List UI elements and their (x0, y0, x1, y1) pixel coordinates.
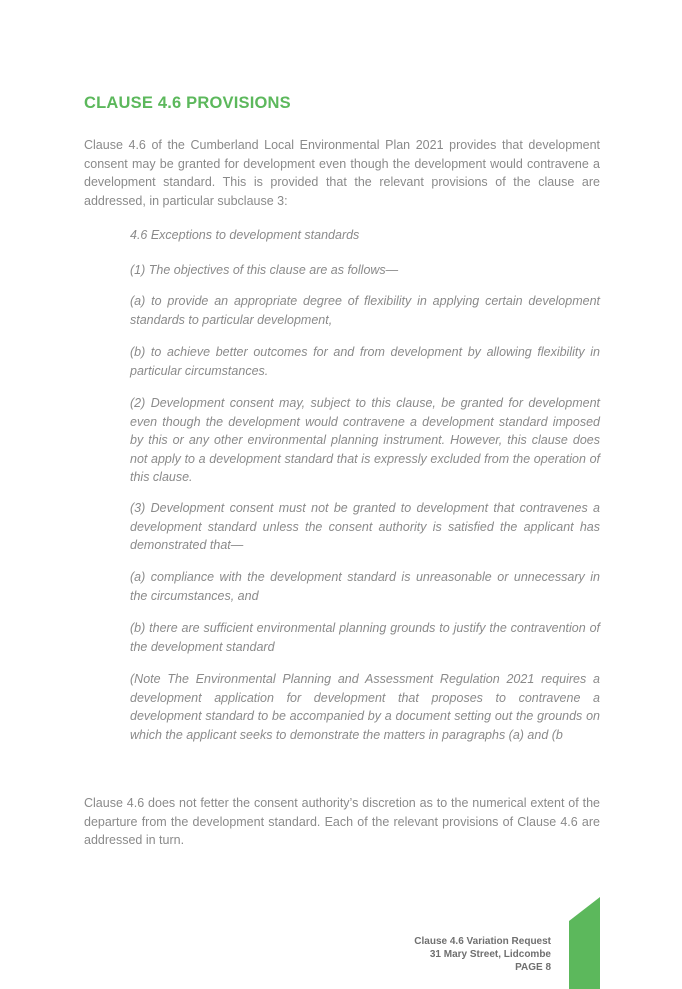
footer-document-title: Clause 4.6 Variation Request (414, 936, 551, 947)
green-corner-tab (569, 897, 600, 989)
quote-subclause-2: (2) Development consent may, subject to this clause, be granted for development even though the development would contravene a development standard imposed by this or any other environmental planning instrument. However, this clause does not apply to a development standard that is expressly excluded from the operation of this clause. (130, 396, 600, 485)
closing-paragraph: Clause 4.6 does not fetter the consent authority’s discretion as to the numerical extent of the departure from the development standard. Each of the relevant provisions of Clause 4.6 are addressed in turn. (84, 796, 600, 848)
page-footer (414, 935, 551, 974)
quote-title: 4.6 Exceptions to development standards (130, 228, 360, 242)
footer-address: 31 Mary Street, Lidcombe (429, 949, 551, 960)
quote-note: (Note The Environmental Planning and Assessment Regulation 2021 requires a development application for development that proposes to contravene a development standard to be accompanied by a document setting out the grounds on which the applicant seeks to demonstrate the matters in paragraphs (a) and (b (130, 672, 600, 742)
quote-subclause-1b: (b) to achieve better outcomes for and from development by allowing flexibility in particular circumstances. (130, 345, 600, 378)
footer-page-number: PAGE 8 (515, 962, 551, 973)
green-corner-tab-shape (569, 897, 600, 989)
quote-subclause-3b: (b) there are sufficient environmental planning grounds to justify the contravention of the development standard (130, 621, 600, 654)
quote-subclause-1a: (a) to provide an appropriate degree of flexibility in applying certain development standards to particular development, (130, 294, 600, 327)
intro-paragraph: Clause 4.6 of the Cumberland Local Environmental Plan 2021 provides that development consent may be granted for development even though the development would contravene a development standard. This is provided that the relevant provisions of the clause are addressed, in particular subclause 3: (84, 138, 600, 208)
quote-subclause-3a: (a) compliance with the development standard is unreasonable or unnecessary in the circumstances, and (130, 570, 600, 603)
section-heading: CLAUSE 4.6 PROVISIONS (84, 94, 291, 112)
quote-subclause-1: (1) The objectives of this clause are as follows— (130, 263, 399, 277)
quote-subclause-3: (3) Development consent must not be granted to development that contravenes a development standard unless the consent authority is satisfied the applicant has demonstrated that— (130, 501, 600, 553)
